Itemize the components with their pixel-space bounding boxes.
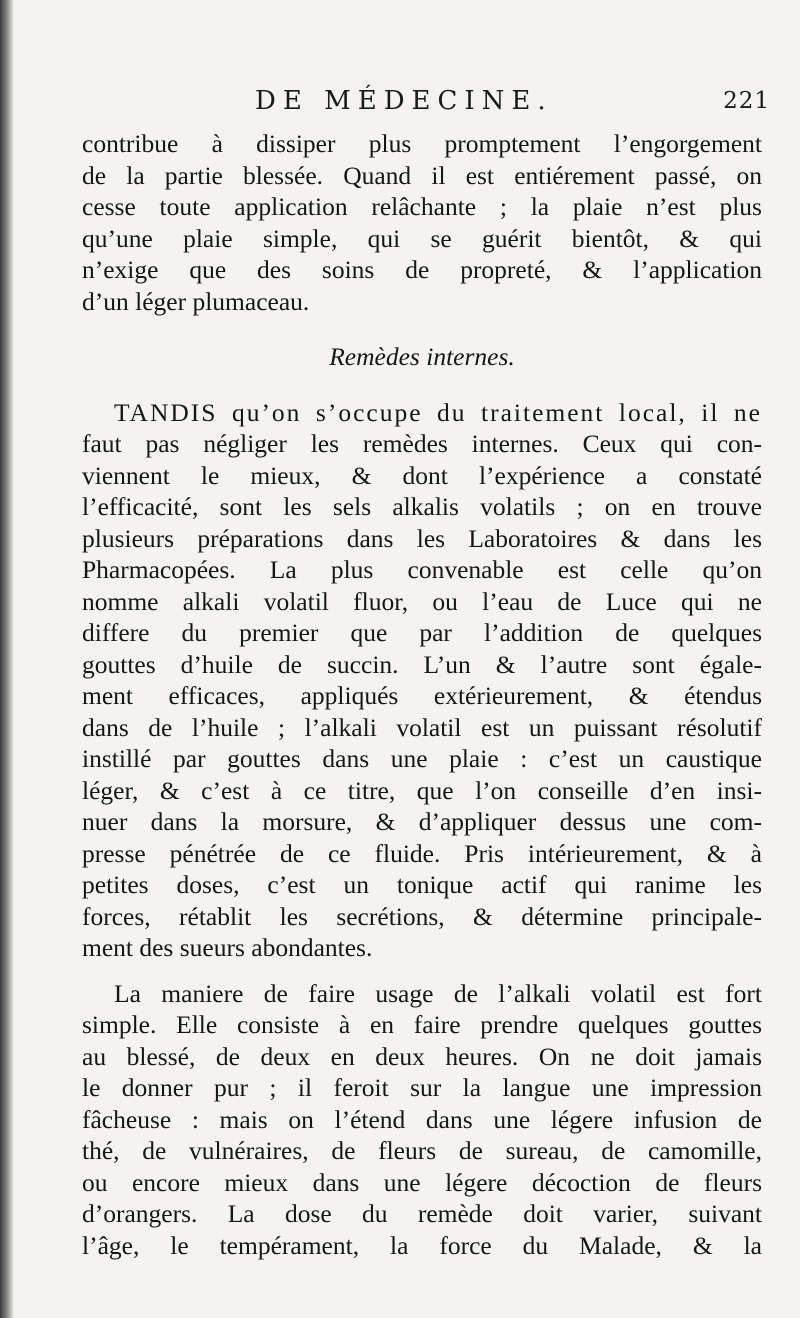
- text-line: l’âge, le tempérament, la force du Malade, & la: [82, 1230, 762, 1260]
- text-line: Pharmacopées. La plus convenable est celle qu’on: [82, 555, 762, 584]
- paragraph-3: [82, 978, 762, 1262]
- spacer: [82, 317, 762, 341]
- text-line: petites doses, c’est un tonique actif qui ranime les: [82, 870, 762, 899]
- text-line: forces, rétablit les secrétions, & détermine principale-: [82, 901, 762, 931]
- text-line: dans de l’huile ; l’alkali volatil est un puissant résolutif: [82, 712, 762, 742]
- text-line: ou encore mieux dans une légere décoction de fleurs: [82, 1167, 762, 1197]
- text-line: nuer dans la morsure, & d’appliquer dessus une com-: [82, 807, 762, 836]
- text-line: gouttes d’huile de succin. L’un & l’autre sont égale-: [82, 649, 762, 679]
- body-text: [82, 128, 762, 1261]
- text-line: TANDIS qu’on s’occupe du traitement local, il ne: [114, 397, 762, 427]
- text-line: ment efficaces, appliqués extérieurement, & étendus: [82, 681, 762, 710]
- text-line: contribue à dissiper plus promptement l’engorgement: [82, 129, 762, 158]
- text-line: au blessé, de deux en deux heures. On ne doit jamais: [82, 1041, 762, 1071]
- paragraph-2: [82, 397, 762, 964]
- text-line: d’orangers. La dose du remède doit varier, suivant: [82, 1199, 762, 1228]
- text-line: La maniere de faire usage de l’alkali volatil est fort: [114, 978, 762, 1008]
- text-line: thé, de vulnéraires, de fleurs de sureau, de camomille,: [82, 1136, 762, 1165]
- text-line: qu’une plaie simple, qui se guérit bientôt, & qui: [82, 223, 762, 253]
- text-line: differe du premier que par l’addition de quelques: [82, 618, 762, 647]
- spacer: [82, 964, 762, 978]
- text-line: simple. Elle consiste à en faire prendre quelques gouttes: [82, 1010, 762, 1039]
- text-line: plusieurs préparations dans les Laboratoires & dans les: [82, 523, 762, 553]
- text-line: presse pénétrée de ce fluide. Pris intérieurement, & à: [82, 838, 762, 868]
- text-line: nomme alkali volatil fluor, ou l’eau de Luce qui ne: [82, 586, 762, 616]
- running-head: [40, 86, 770, 126]
- text-line: fâcheuse : mais on l’étend dans une légere infusion de: [82, 1104, 762, 1134]
- text-line: cesse toute application relâchante ; la plaie n’est plus: [82, 192, 762, 221]
- text-line: ment des sueurs abondantes.: [82, 933, 373, 962]
- text-line: l’efficacité, sont les sels alkalis volatils ; on en trouve: [82, 492, 762, 521]
- spacer: [82, 373, 762, 397]
- text-line: faut pas négliger les remèdes internes. Ceux qui con-: [82, 429, 762, 458]
- page-gutter-shadow: [0, 0, 14, 1318]
- text-line: instillé par gouttes dans une plaie : c’est un caustique: [82, 744, 762, 773]
- text-line: léger, & c’est à ce titre, que l’on conseille d’en insi-: [82, 775, 762, 805]
- text-line: viennent le mieux, & dont l’expérience a constaté: [82, 460, 762, 490]
- text-line: d’un léger plumaceau.: [82, 286, 310, 316]
- text-line: n’exige que des soins de propreté, & l’application: [82, 255, 762, 284]
- running-title: DE MÉDECINE.: [255, 86, 553, 116]
- text-line: de la partie blessée. Quand il est entiérement passé, on: [82, 160, 762, 190]
- text-line: le donner pur ; il feroit sur la langue une impression: [82, 1073, 762, 1102]
- paragraph-1: [82, 128, 762, 317]
- section-heading: Remèdes internes.: [329, 342, 515, 371]
- page-number: 221: [723, 88, 770, 114]
